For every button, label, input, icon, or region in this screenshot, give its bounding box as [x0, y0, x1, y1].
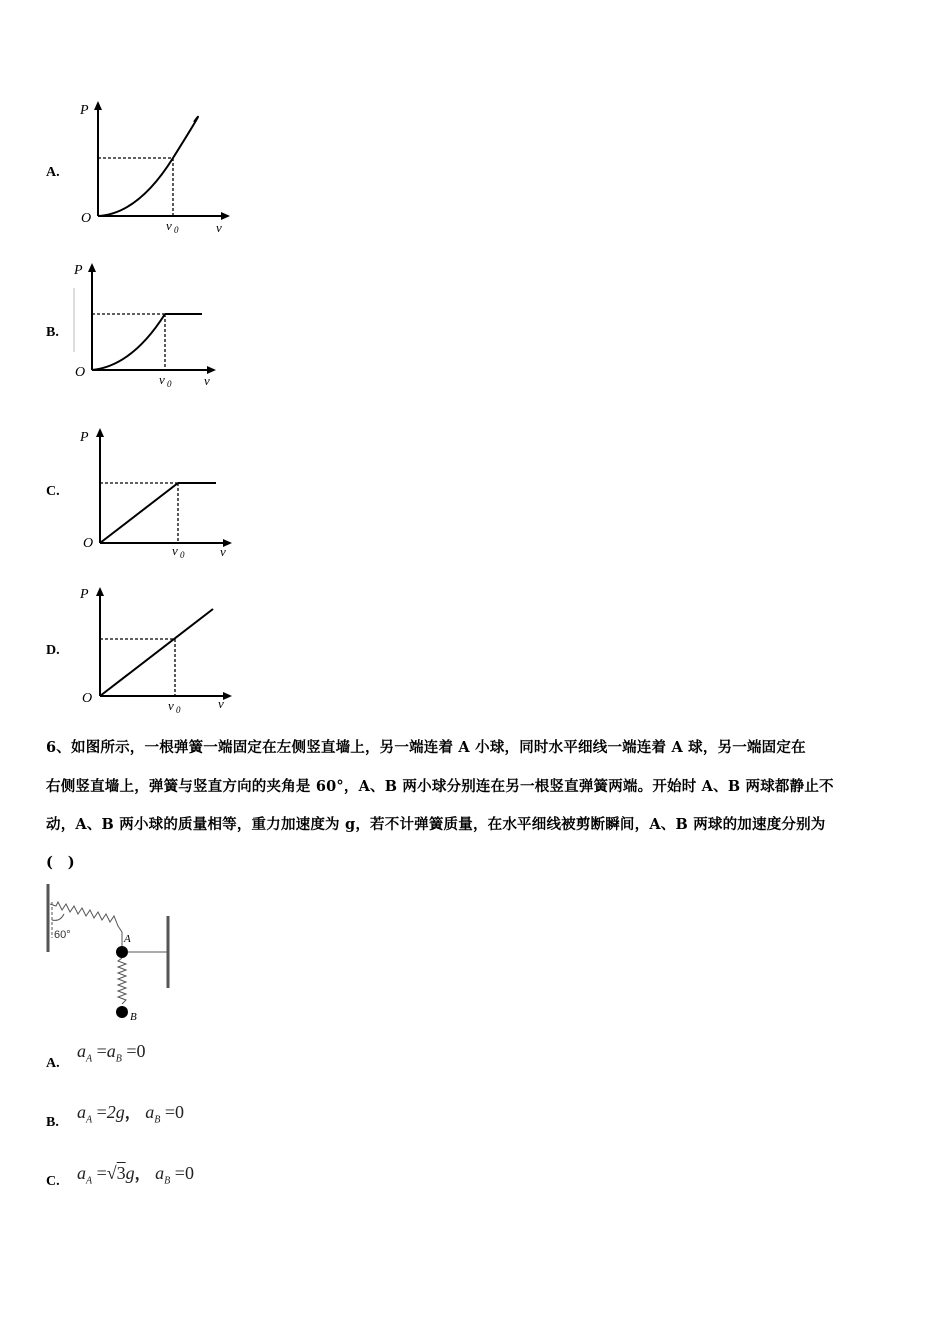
answer-a-label: A. [46, 1056, 60, 1071]
answer-b-label: B. [46, 1115, 59, 1130]
svg-text:0: 0 [167, 379, 172, 389]
y-axis-label: P [74, 263, 83, 278]
answer-b-formula: $a_A =2g$， $a_B =0$ [77, 1102, 185, 1126]
answer-c-formula: $a_A =√3g$， $a_B =0$ [77, 1163, 194, 1187]
tick-v0: v [172, 543, 178, 558]
option-d-label: D. [46, 643, 60, 658]
question-line-4: ( ) [46, 854, 75, 871]
origin-label: O [75, 365, 86, 380]
option-c-label: C. [46, 484, 60, 499]
x-axis-label: v [204, 373, 210, 388]
tick-v0: v [166, 218, 172, 233]
option-a-graph [78, 96, 238, 236]
option-b-graph [72, 258, 232, 390]
tick-v0: v [159, 372, 165, 387]
question-line-2: 右侧竖直墙上，弹簧与竖直方向的夹角是 60°，A、B 两小球分别连在另一根竖直弹簧两端。开始时 A、B 两球都静止不 [46, 778, 834, 795]
angle-label: 60° [54, 929, 71, 941]
x-axis-label: v [218, 696, 224, 711]
tick-v0: v [168, 698, 174, 713]
ball-b-label: B [130, 1011, 137, 1023]
svg-text:0: 0 [176, 705, 181, 715]
spring-ball-figure [44, 880, 184, 1025]
y-axis-label: P [80, 103, 89, 118]
origin-label: O [83, 536, 94, 551]
origin-label: O [81, 211, 92, 226]
option-c-graph [80, 423, 240, 563]
option-d-graph [80, 582, 240, 722]
option-b-label: B. [46, 325, 59, 340]
answer-a-formula: $a_A =a_B =0$ [77, 1041, 146, 1065]
question-line-3: 动，A、B 两小球的质量相等，重力加速度为 g，若不计弹簧质量，在水平细线被剪断瞬间，A、B 两球的加速度分别为 [46, 816, 826, 833]
ball-a-label: A [124, 933, 131, 945]
svg-text:0: 0 [180, 550, 185, 560]
y-axis-label: P [80, 430, 89, 445]
x-axis-label: v [220, 544, 226, 559]
x-axis-label: v [216, 220, 222, 235]
svg-text:0: 0 [174, 225, 179, 235]
option-a-label: A. [46, 165, 60, 180]
origin-label: O [82, 691, 93, 706]
question-line-1: 6、如图所示，一根弹簧一端固定在左侧竖直墙上，另一端连着 A 小球，同时水平细线一端连着 A 球，另一端固定在 [46, 739, 806, 756]
y-axis-label: P [80, 587, 89, 602]
answer-c-label: C. [46, 1174, 60, 1189]
